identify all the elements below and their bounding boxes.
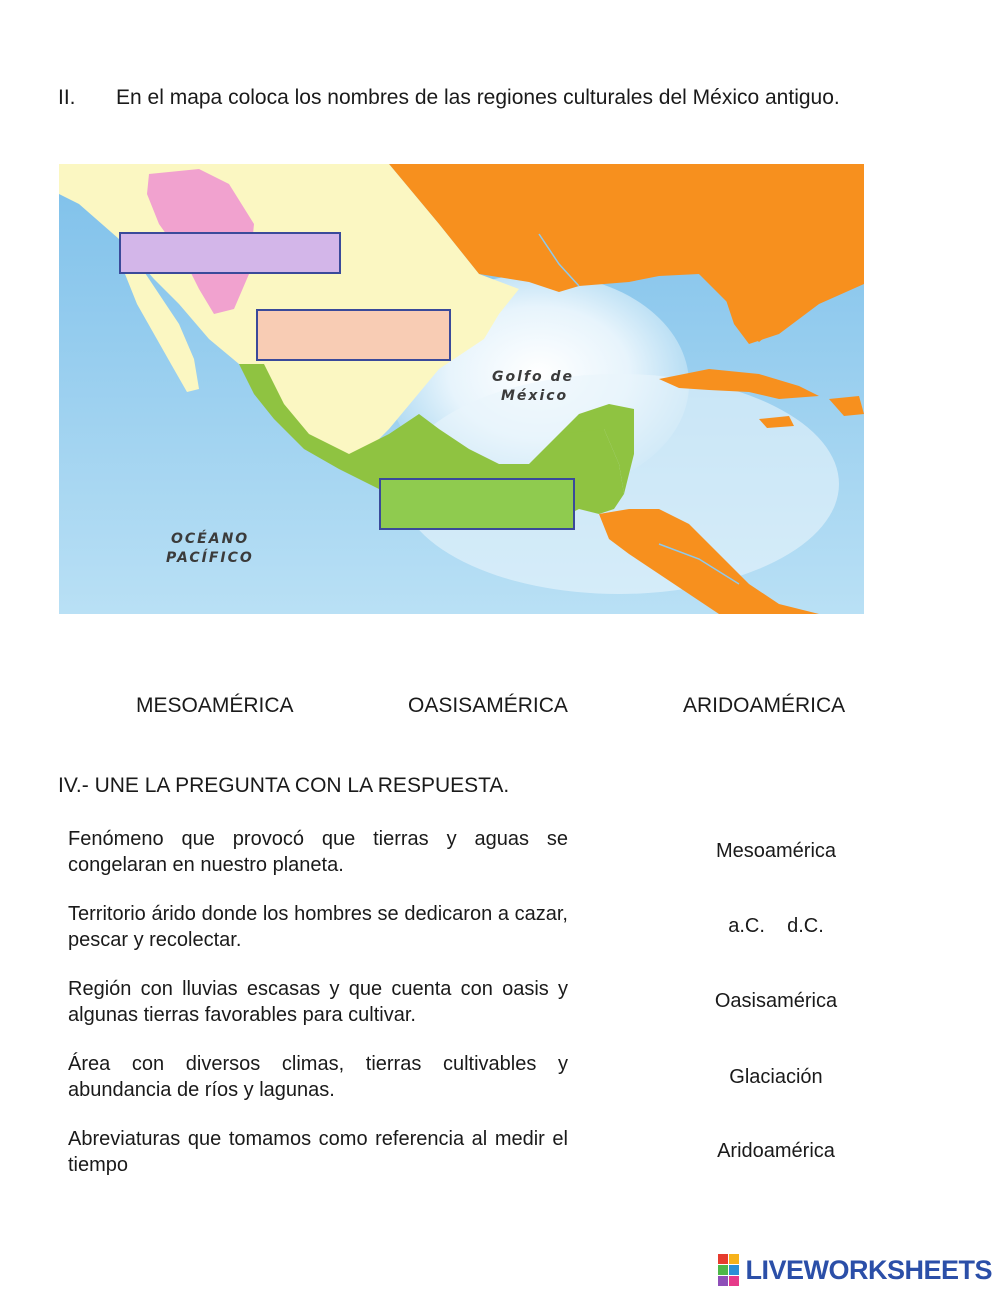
question-4[interactable]: Área con diversos climas, tierras cultivables y abundancia de ríos y lagunas. — [68, 1053, 568, 1101]
question-1[interactable]: Fenómeno que provocó que tierras y aguas se congelaran en nuestro planeta. — [68, 828, 568, 876]
section-2-instruction — [58, 86, 840, 110]
question-2[interactable]: Territorio árido donde los hombres se dedicaron a cazar, pescar y recolectar. — [68, 903, 568, 951]
section-2-text: En el mapa coloca los nombres de las regiones culturales del México antiguo. — [116, 86, 840, 109]
gulf-label-line1: Golfo de — [492, 369, 575, 385]
answer-4[interactable]: Glaciación — [729, 1066, 823, 1088]
option-aridoamerica[interactable]: ARIDOAMÉRICA — [683, 694, 846, 717]
ocean-label-line1: OCÉANO — [171, 531, 250, 547]
answer-5[interactable]: Aridoamérica — [717, 1140, 835, 1162]
liveworksheets-brand — [718, 1254, 992, 1286]
option-oasisamerica[interactable]: OASISAMÉRICA — [408, 694, 568, 717]
liveworksheets-logo-icon — [718, 1254, 739, 1286]
drop-box-peach[interactable] — [256, 309, 451, 361]
section-4-heading: IV.- UNE LA PREGUNTA CON LA RESPUESTA. — [58, 774, 510, 797]
answer-1[interactable]: Mesoamérica — [715, 840, 837, 862]
ocean-label-line2: PACÍFICO — [166, 550, 254, 566]
section-2-number: II. — [58, 86, 76, 109]
brand-text: LIVEWORKSHEETS — [745, 1254, 992, 1285]
drop-box-purple[interactable] — [119, 232, 341, 274]
drop-box-green[interactable] — [379, 478, 575, 530]
answer-3[interactable]: Oasisamérica — [714, 990, 838, 1012]
gulf-label-line2: México — [501, 388, 569, 404]
question-3[interactable]: Región con lluvias escasas y que cuenta con oasis y algunas tierras favorables para cultivar. — [68, 978, 568, 1026]
option-mesoamerica[interactable]: MESOAMÉRICA — [136, 694, 294, 717]
answer-2[interactable]: a.C. d.C. — [728, 915, 824, 937]
map-of-ancient-mexico — [59, 164, 864, 614]
question-5[interactable]: Abreviaturas que tomamos como referencia al medir el tiempo — [68, 1128, 568, 1176]
